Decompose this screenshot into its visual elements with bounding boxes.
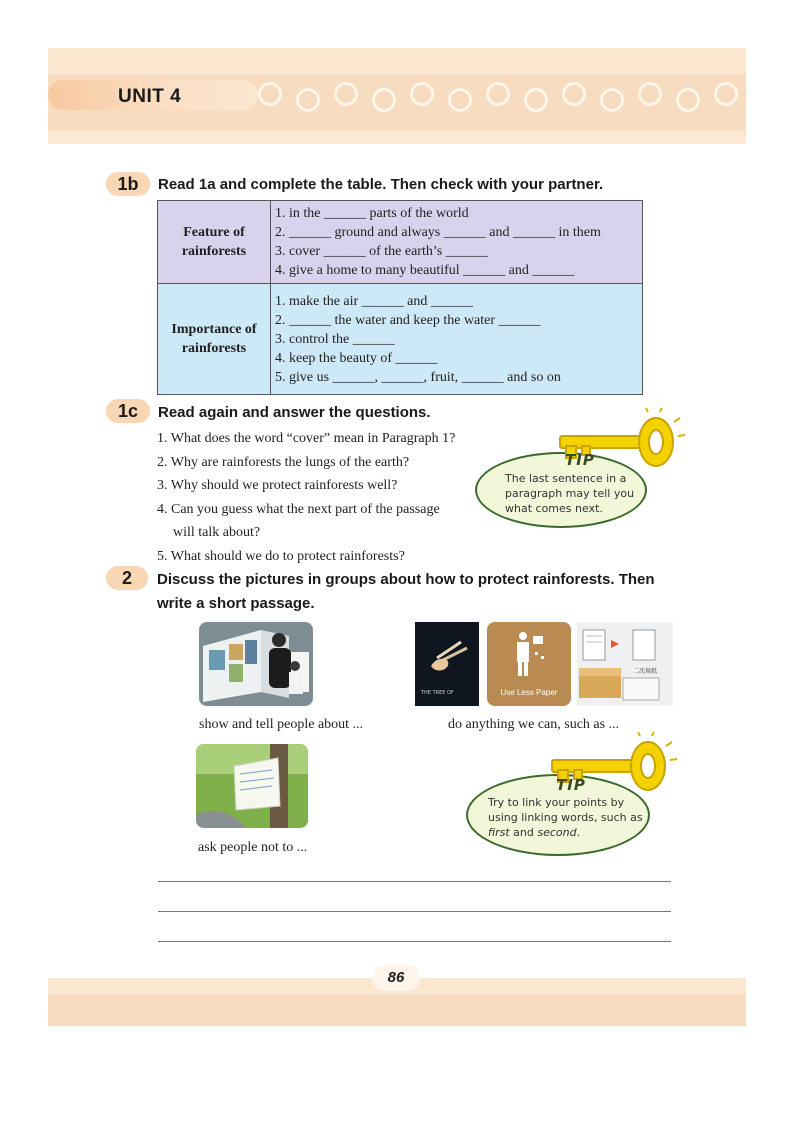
list-item: 4. keep the beauty of ______ xyxy=(275,350,438,366)
list-item: 1. make the air ______ and ______ xyxy=(275,293,473,309)
section-2-instruction-line1: Discuss the pictures in groups about how to protect rainforests. Then xyxy=(157,571,655,588)
decorative-rings xyxy=(258,80,746,112)
page-number: 86 xyxy=(372,965,420,991)
writing-line[interactable] xyxy=(158,881,671,882)
tree-sign-photo xyxy=(196,744,308,828)
unit-title: UNIT 4 xyxy=(118,86,182,107)
rainforest-table xyxy=(157,200,643,395)
section-2-instruction-line2: write a short passage. xyxy=(157,595,315,612)
section-1b-badge: 1b xyxy=(106,172,150,196)
list-item: 1. What does the word “cover” mean in Paragraph 1? xyxy=(157,431,456,446)
section-2-badge: 2 xyxy=(106,566,148,590)
list-item: 1. in the ______ parts of the world xyxy=(275,206,469,221)
list-item: 2. ______ the water and keep the water ______ xyxy=(275,312,541,328)
exhibition-photo xyxy=(199,622,313,706)
writing-line[interactable] xyxy=(158,911,671,912)
tip-text: The last sentence in a paragraph may tell you what comes next. xyxy=(505,472,635,515)
list-item: 3. Why should we protect rainforests well? xyxy=(157,478,398,493)
list-item: 3. control the ______ xyxy=(275,331,395,347)
reuse-stamp: 二次用纸 xyxy=(633,668,658,675)
list-item: 2. Why are rainforests the lungs of the earth? xyxy=(157,454,410,470)
list-item: 2. ______ ground and always ______ and ______ in them xyxy=(275,225,601,240)
question-list xyxy=(157,427,455,568)
caption-ask-people: ask people not to ... xyxy=(198,840,308,855)
tip-label: TIP xyxy=(565,451,595,469)
caption-show-and-tell: show and tell people about ... xyxy=(199,717,364,732)
paper-reuse-photo xyxy=(577,622,673,706)
list-item: 5. What should we do to protect rainforests? xyxy=(157,548,405,564)
feature-list xyxy=(271,201,643,284)
list-item: 4. give a home to many beautiful ______ and ______ xyxy=(275,263,575,278)
book-caption: THE TREE OF xyxy=(421,690,454,696)
list-item: will talk about? xyxy=(173,525,261,540)
use-less-paper-sign xyxy=(487,622,571,706)
list-item: 5. give us ______, ______, fruit, ______ and so on xyxy=(275,369,561,385)
importance-list xyxy=(271,284,643,395)
list-item: 4. Can you guess what the next part of the passage xyxy=(157,501,440,517)
caption-do-anything: do anything we can, such as ... xyxy=(448,717,620,732)
sign-label: Use Less Paper xyxy=(500,688,558,697)
book-photo xyxy=(415,622,479,706)
table-row-feature xyxy=(158,201,643,284)
writing-line[interactable] xyxy=(158,941,671,942)
table-row-importance xyxy=(158,284,643,395)
section-1b-instruction: Read 1a and complete the table. Then check with your partner. xyxy=(158,176,604,193)
tip-label: TIP xyxy=(556,776,586,794)
tip-text: Try to link your points by using linking words, such as first and second. xyxy=(488,796,643,839)
importance-heading: Importance of rainforests xyxy=(158,284,271,395)
feature-heading: Feature of rainforests xyxy=(158,201,271,284)
section-1c-badge: 1c xyxy=(106,399,150,423)
list-item: 3. cover ______ of the earth’s ______ xyxy=(275,244,488,259)
section-1c-instruction: Read again and answer the questions. xyxy=(158,404,431,421)
